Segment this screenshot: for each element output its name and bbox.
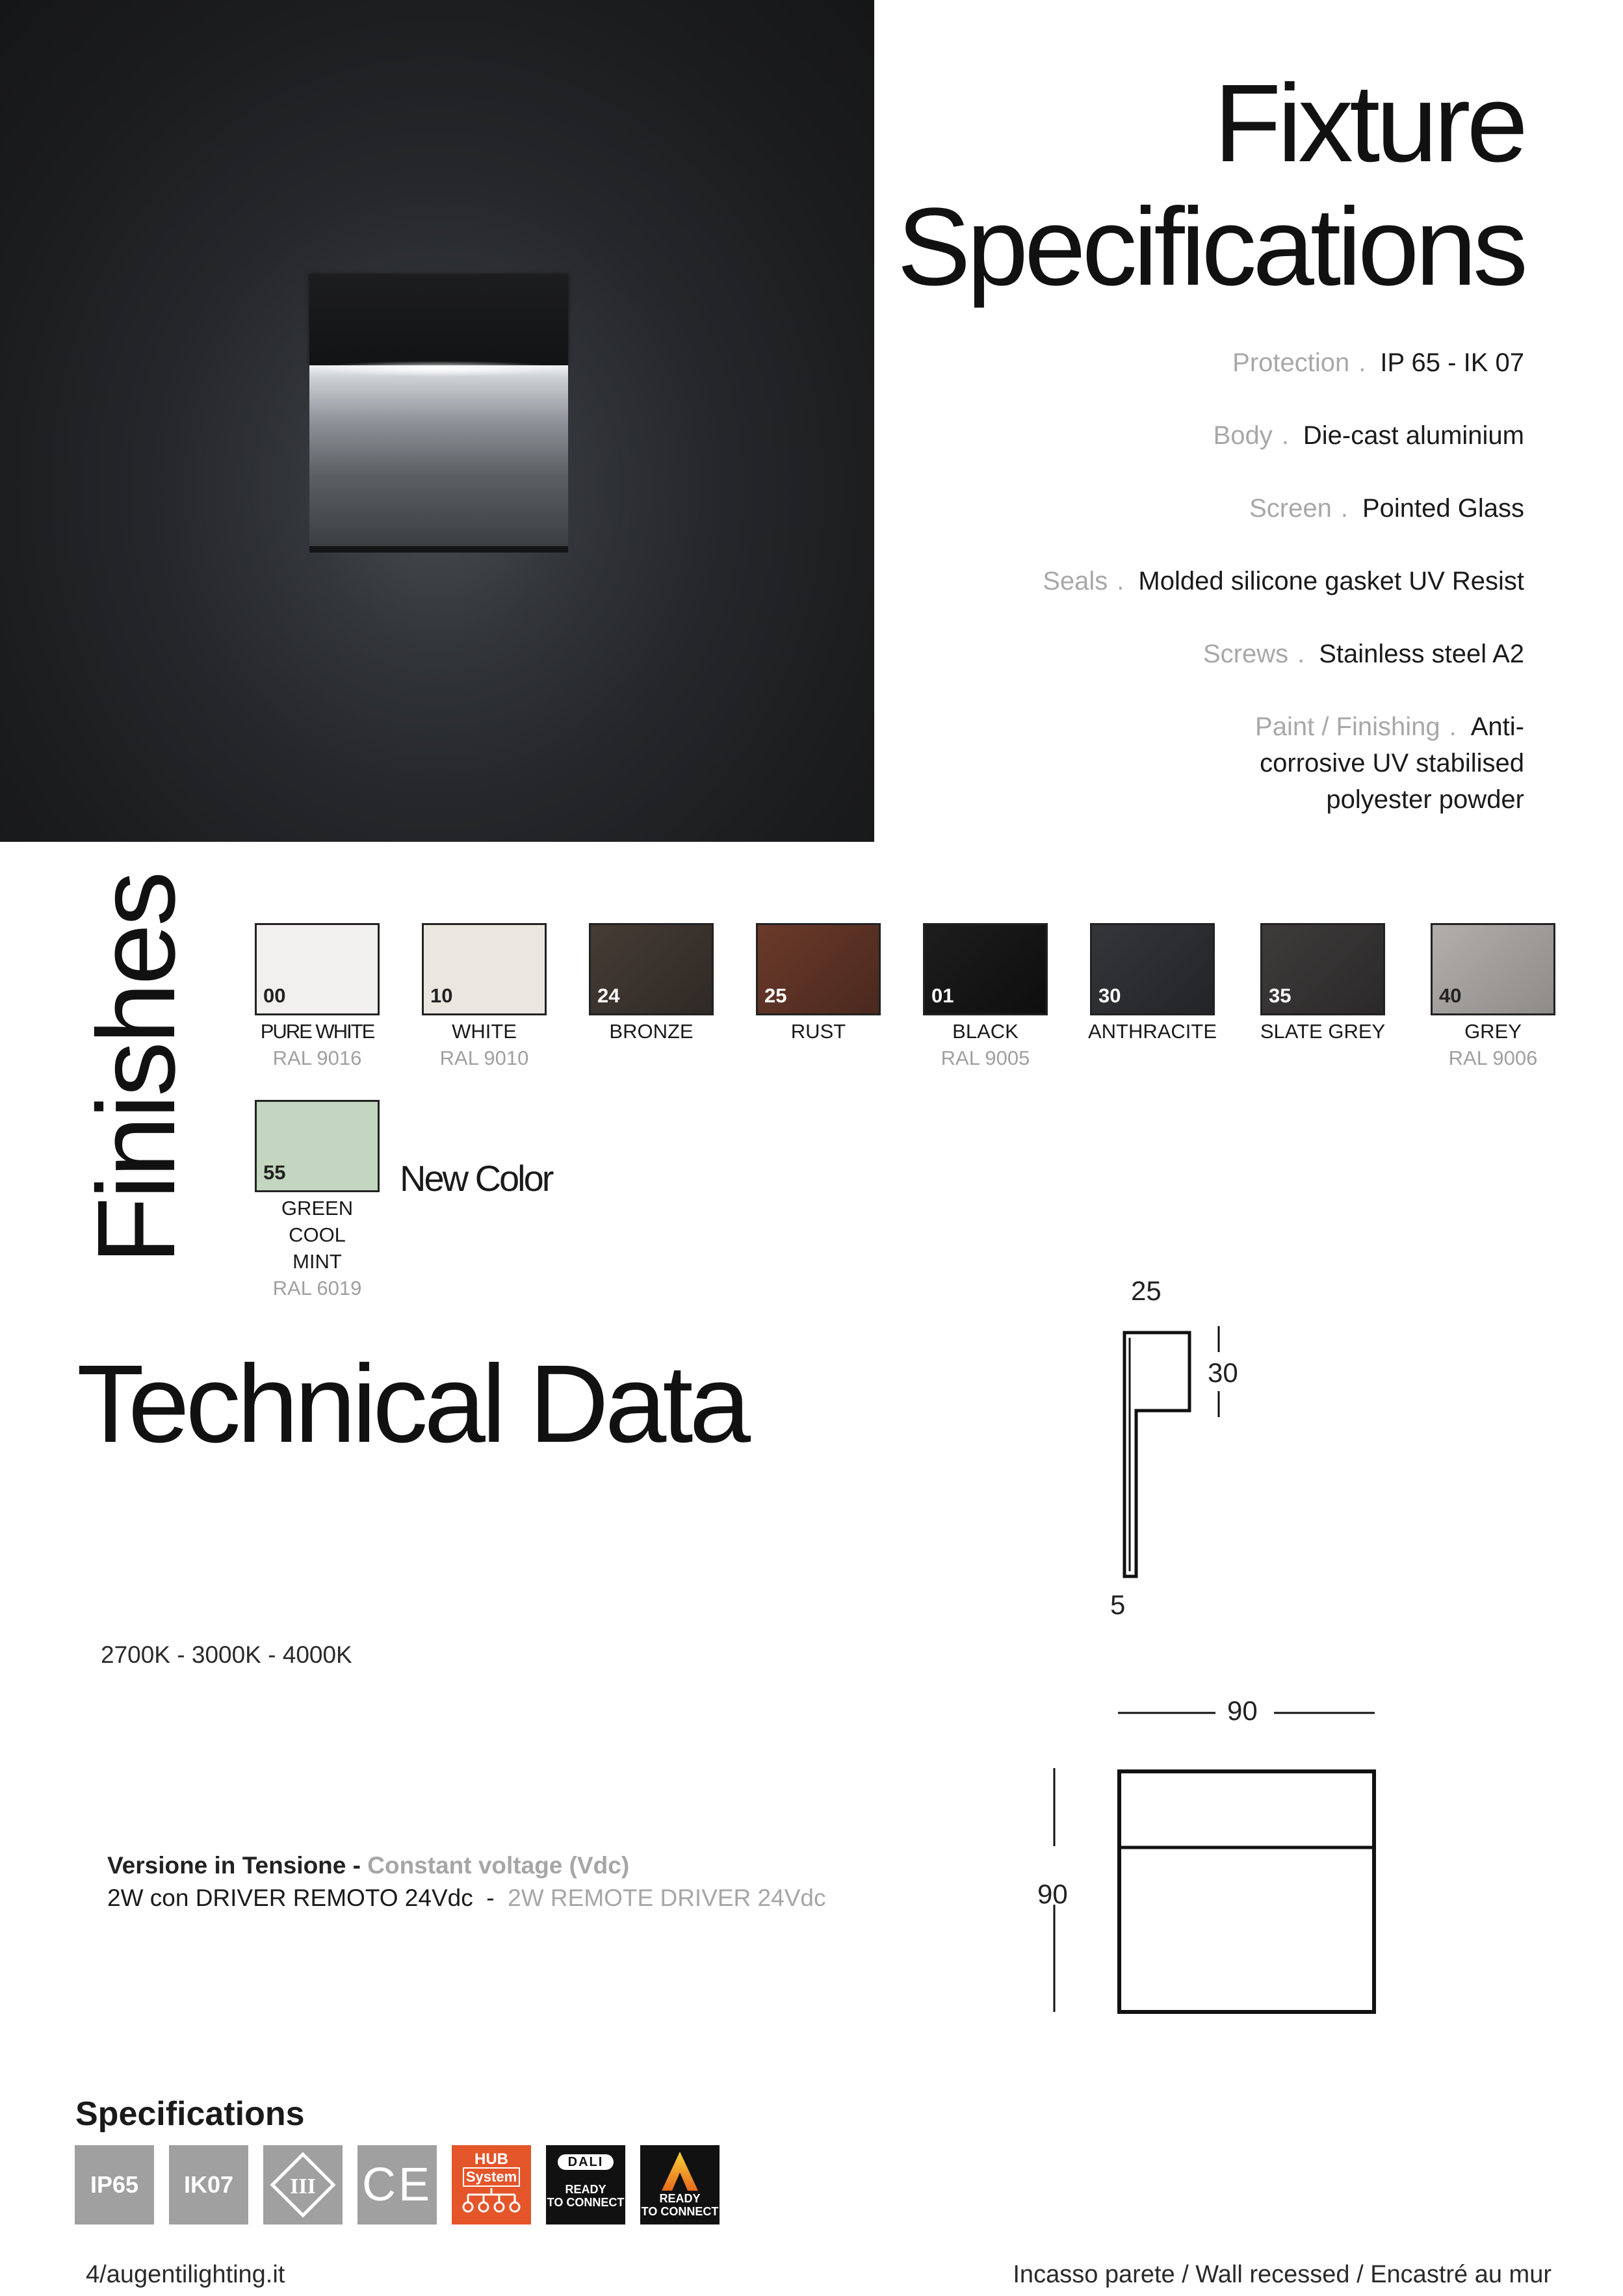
- title-line-2: Specifications: [897, 185, 1524, 309]
- swatch-code: 10: [430, 984, 453, 1007]
- swatch-color: [255, 1100, 380, 1192]
- swatch-name-line-1: GREEN COOL: [281, 1197, 354, 1246]
- swatch-ral: RAL 9010: [439, 1047, 529, 1069]
- hub-nodes-icon: [460, 2187, 523, 2214]
- front-view-outline: [1119, 1771, 1374, 2012]
- finish-swatch-25: [753, 923, 883, 1045]
- finish-swatch-35: [1258, 923, 1388, 1045]
- badge-label-line-1: READY: [565, 2183, 606, 2196]
- fixture-cap: [309, 274, 568, 365]
- color-temperatures: 2700K - 3000K - 4000K: [101, 1641, 352, 1668]
- spec-value: Stainless steel A2: [1319, 640, 1524, 668]
- swatch-name: SLATE GREY: [1260, 1020, 1386, 1043]
- driver-en: 2W REMOTE DRIVER 24Vdc: [508, 1885, 826, 1911]
- swatch-name: ANTHRACITE: [1087, 1020, 1217, 1043]
- casambi-ready-icon: [640, 2145, 720, 2224]
- finish-swatch-01: [920, 923, 1050, 1071]
- ce-mark-icon: [357, 2145, 437, 2224]
- footer-website: 4/augentilighting.it: [86, 2261, 285, 2288]
- version-label: Versione in Tensione -: [107, 1852, 368, 1879]
- footer-category: Incasso parete / Wall recessed / Encastré au mur: [1013, 2261, 1552, 2288]
- spec-row-protection: [874, 345, 1524, 381]
- badge-label-line-2: TO CONNECT: [641, 2205, 719, 2218]
- spec-label: Screen: [1249, 494, 1332, 523]
- specifications-heading: Specifications: [75, 2095, 305, 2133]
- spec-row-screws: [874, 636, 1524, 672]
- finish-swatch-00: [252, 923, 382, 1071]
- swatch-name: GREY: [1464, 1020, 1522, 1043]
- swatch-color: [1090, 923, 1215, 1015]
- driver-it: 2W con DRIVER REMOTO 24Vdc -: [107, 1885, 508, 1911]
- swatch-name-line-2: MINT: [292, 1250, 342, 1273]
- spec-separator: .: [1340, 494, 1348, 523]
- badge-label-line-2: TO CONNECT: [547, 2196, 625, 2209]
- fixture-spec-list: [874, 345, 1524, 854]
- swatch-ral: RAL 9016: [272, 1047, 362, 1069]
- spec-row-body: [874, 417, 1524, 454]
- version-line-1: [107, 1849, 825, 1882]
- badge-label: III: [290, 2174, 316, 2198]
- swatch-code: 24: [597, 984, 620, 1007]
- ik07-icon: [169, 2145, 248, 2224]
- swatch-color: [923, 923, 1048, 1015]
- swatch-code: 25: [764, 984, 787, 1007]
- badge-label: IK07: [183, 2171, 234, 2198]
- spec-label: Screws: [1202, 640, 1289, 668]
- spec-separator: .: [1297, 640, 1305, 668]
- diamond-icon: [267, 2149, 339, 2221]
- new-color-label: New Color: [400, 1158, 552, 1199]
- swatch-color: [255, 923, 380, 1015]
- swatch-code: 35: [1269, 984, 1292, 1007]
- page-title: [897, 62, 1524, 309]
- spec-label: Paint / Finishing: [1255, 712, 1440, 741]
- spec-row-paint: [1238, 709, 1524, 818]
- dim-side-top: 25: [1131, 1275, 1162, 1306]
- swatch-color: [422, 923, 547, 1015]
- swatch-code: 55: [263, 1161, 286, 1184]
- dim-front-height: 90: [1037, 1879, 1068, 1909]
- fixture-lit-face: [309, 365, 568, 549]
- spec-label: Seals: [1043, 567, 1108, 595]
- front-view-drawing: [1040, 1684, 1391, 2035]
- swatch-name: RUST: [790, 1020, 846, 1043]
- swatch-color: [589, 923, 714, 1015]
- swatch-code: 30: [1098, 984, 1121, 1007]
- swatch-code: 40: [1439, 984, 1462, 1007]
- dali-ready-icon: [546, 2145, 625, 2224]
- dim-side-height: 30: [1208, 1357, 1238, 1388]
- spec-separator: .: [1117, 567, 1124, 595]
- finish-swatch-24: [586, 923, 716, 1045]
- technical-data-heading: Technical Data: [77, 1342, 747, 1466]
- ip65-icon: [75, 2145, 154, 2224]
- hub-system-icon: [452, 2145, 531, 2224]
- swatch-name: WHITE: [452, 1020, 517, 1043]
- swatch-ral: RAL 9006: [1448, 1047, 1538, 1069]
- finish-swatch-10: [419, 923, 549, 1071]
- fixture-bottom-edge: [309, 546, 568, 553]
- spec-separator: .: [1358, 348, 1366, 377]
- finishes-heading: Finishes: [75, 873, 198, 1264]
- spec-row-seals: [874, 563, 1524, 599]
- swatch-color: [756, 923, 881, 1015]
- spec-label: Protection: [1232, 348, 1350, 377]
- swatch-name: BLACK: [952, 1020, 1019, 1043]
- dali-logo: DALI: [558, 2154, 614, 2170]
- product-photo: [0, 0, 874, 842]
- spec-value: Molded silicone gasket UV Resist: [1138, 567, 1524, 595]
- finish-swatch-55: [252, 1100, 382, 1301]
- finish-swatch-40: [1428, 923, 1558, 1071]
- spec-value: Pointed Glass: [1362, 494, 1524, 523]
- finish-swatch-30: [1087, 923, 1217, 1045]
- swatch-color: [1260, 923, 1385, 1015]
- side-profile-outline: [1124, 1333, 1189, 1576]
- spec-row-screen: [874, 490, 1524, 527]
- swatch-name: PURE WHITE: [260, 1020, 374, 1043]
- badge-label-line-1: READY: [659, 2192, 701, 2205]
- ready-logo-icon: [660, 2150, 699, 2192]
- spec-value: Die-cast aluminium: [1303, 421, 1524, 450]
- spec-label: Body: [1213, 421, 1273, 450]
- spec-separator: .: [1281, 421, 1289, 450]
- swatch-code: 00: [263, 984, 286, 1007]
- version-label-en: Constant voltage (Vdc): [367, 1852, 630, 1879]
- badge-label: CE: [361, 2159, 433, 2211]
- badge-label-line-1: HUB: [474, 2150, 508, 2168]
- swatch-color: [1431, 923, 1555, 1015]
- swatch-code: 01: [931, 984, 954, 1007]
- dim-front-width: 90: [1227, 1695, 1258, 1726]
- swatch-ral: RAL 9005: [941, 1047, 1030, 1069]
- title-line-1: Fixture: [1214, 62, 1524, 185]
- version-line-2: [107, 1882, 825, 1914]
- dim-side-bottom: 5: [1110, 1589, 1126, 1620]
- badge-label: IP65: [90, 2171, 139, 2198]
- spec-separator: .: [1449, 712, 1457, 741]
- spec-value: Anti-corrosive UV stabilised polyester powder: [1260, 712, 1524, 814]
- swatch-ral: RAL 6019: [272, 1277, 362, 1299]
- version-info: [107, 1849, 825, 1914]
- swatch-name: BRONZE: [609, 1020, 694, 1043]
- spec-value: IP 65 - IK 07: [1380, 348, 1524, 377]
- badge-label-line-2: System: [463, 2167, 520, 2187]
- class-iii-icon: [263, 2145, 343, 2224]
- fixture-led-glow: [316, 361, 562, 376]
